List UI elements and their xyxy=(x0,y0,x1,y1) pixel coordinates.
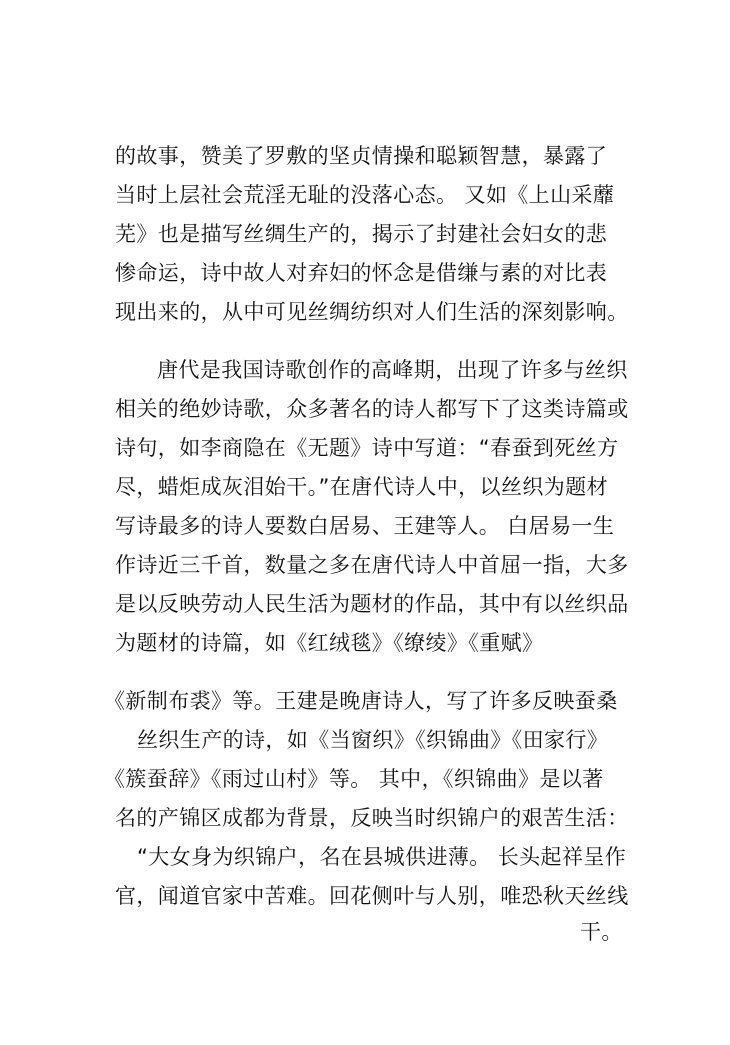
text-line: 的故事，赞美了罗敷的坚贞情操和聪颖智慧，暴露了 xyxy=(115,144,608,168)
text-line: 芜》也是描写丝绸生产的，揭示了封建社会妇女的悲 xyxy=(115,222,608,246)
text-line: 为题材的诗篇，如《红绒毯》《缭绫》《重赋》 xyxy=(115,631,544,655)
text-line: 唐代是我国诗歌创作的高峰期，出现了许多与丝织 xyxy=(157,358,628,382)
text-line: 官，闻道官家中苦难。回花侧叶与人别，唯恐秋天丝线 xyxy=(115,884,629,908)
text-line: 作诗近三千首，数量之多在唐代诗人中首屈一指，大多 xyxy=(115,553,629,577)
text-line: 是以反映劳动人民生活为题材的作品，其中有以丝织品 xyxy=(115,592,629,616)
text-line: 现出来的，从中可见丝绸纺织对人们生活的深刻影响。 xyxy=(115,300,629,324)
text-line: 《新制布裘》等。王建是晚唐诗人，写了许多反映蚕桑 xyxy=(104,689,618,713)
text-line: 《簇蚕辞》《雨过山村》等。 其中，《织锦曲》是以著 xyxy=(104,767,604,791)
text-line: 名的产锦区成都为背景，反映当时织锦户的艰苦生活： xyxy=(115,806,629,830)
text-line: 相关的绝妙诗歌，众多著名的诗人都写下了这类诗篇或 xyxy=(115,397,629,421)
text-line: 尽，蜡炬成灰泪始干。”在唐代诗人中，以丝织为题材 xyxy=(115,475,608,499)
text-line: 惨命运，诗中故人对弃妇的怀念是借缣与素的对比表 xyxy=(115,261,608,285)
text-line: 丝织生产的诗，如《当窗织》《织锦曲》《田家行》 xyxy=(137,728,609,752)
text-line: “大女身为织锦户，名在县城供进薄。 长头起祥呈作 xyxy=(137,845,627,869)
text-line: 当时上层社会荒淫无耻的没落心态。 又如《上山采蘼 xyxy=(115,183,615,207)
text-line: 干。 xyxy=(580,920,623,944)
text-line: 写诗最多的诗人要数白居易、王建等人。 白居易一生 xyxy=(115,514,615,538)
text-line: 诗句，如李商隐在《无题》诗中写道：“春蚕到死丝方 xyxy=(115,436,619,460)
